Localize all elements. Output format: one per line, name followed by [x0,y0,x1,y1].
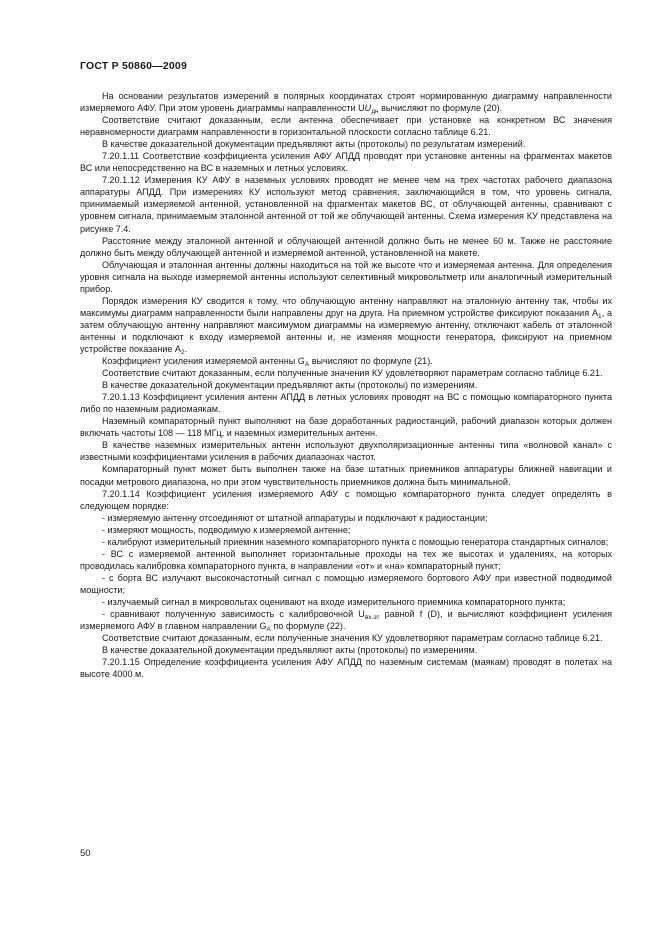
text-run: , а затем облучающую антенну направляют максимумом диаграммы на измеряемую антенну, отключают кабель от эталонной антенны и подключают к входу измеряемой антенны и, не изменяя мощности генератора, фиксируют на приемном устройстве показание A [80,307,613,354]
list-item: - калибруют измерительный приемник наземного компараторного пункта с помощью генератора стандартных сигналов; [102,536,609,547]
paragraph: 7.20.1.12 Измерения КУ АФУ в наземных условиях проводят не менее чем на трех частотах рабочего диапазона аппаратуры АПДД. При измерениях КУ используют метод сравнения, заключающийся в том, что уровень сигнала, принимаемый измеряемой антенной, установленной на фрагментах макетов ВС, от облучающей антенны, сравнивают с уровнем сигнала, принимаемым эталонной антенной от той же облучающей антенны. Схема измерения КУ представлена на рисунке 7.4. [80,175,612,234]
text-run: Коэффициент усиления измеряемой антенны G [102,356,305,367]
paragraph: 7.20.1.11 Соответствие коэффициента усиления АФУ АПДД проводят при установке антенны на фрагментах макетов ВС или непосредственно на ВС в наземных и летных условиях. [80,151,612,174]
text-run: равной f (D), и вычисляют коэффициент усиления измеряемого АФУ в главном направлении G [80,609,612,632]
paragraph: Облучающая и эталонная антенны должны находиться на той же высоте что и измеряемая антенна. Для определения уровня сигнала на выходе измеряемой антенны используют селективный микровольтметр или аналогичный измерительный прибор. [80,259,612,294]
list-item: - с борта ВС излучают высокочастотный сигнал с помощью измеряемого бортового АФУ при известной подводимой мощности; [80,572,612,595]
paragraph: В качестве доказательной документации предъявляют акты (протоколы) по результатам измерений. [102,139,526,150]
symbol-u: U [364,103,372,114]
text-run: по формуле (22). [270,621,346,632]
subscript: 1 [598,312,602,320]
paragraph: В качестве доказательной документации предъявляют акты (протоколы) по измерениям. [102,645,478,656]
document-header: ГОСТ Р 50860—2009 [80,60,188,72]
subscript: 2 [180,348,185,356]
list-item [80,608,612,632]
paragraph: В качестве наземных измерительных антенн используют двухполяризационные антенны типа «волновой канал» с известными коэффициентами усиления в рабочих диапазонах частот. [80,440,612,463]
text-run: вычисляют по формуле (21). [311,356,433,367]
subscript: дн [371,108,379,116]
paragraph: Расстояние между эталонной антенной и облучающей антенной должно быть не менее 60 м. Также не расстояние должно быть между облучающей антенной и измеряемой антенной, установленной на макете. [80,235,612,258]
text-run: На основании результатов измерений в полярных координатах строят нормированную диаграмму направленности измеряемого АФУ. При этом уровень диаграммы направленности U [80,91,612,114]
text-run: - сравнивают полученную зависимость с калибровочной U [102,609,365,620]
list-item: - измеряемую антенну отсоединяют от штатной аппаратуры и подключают к радиостанции; [102,512,488,523]
paragraph [80,295,612,355]
subscript: А [266,626,271,634]
text-run: вычисляют по формуле (20). [381,103,503,114]
paragraph: 7.20.1.15 Определение коэффициента усиления АФУ АПДД по наземным системам (маякам) проводят в полетах на высоте 4000 м. [80,657,612,680]
list-item: - ВС с измеряемой антенной выполняет горизонтальные проходы на тех же высотах и удалениях, на которых проводилась калибровка компараторного пункта, в направлении «от» и «на» компараторный пункт; [80,548,612,571]
document-body [80,90,612,680]
text-run: Порядок измерения КУ сводится к тому, что облучающую антенну направляют на эталонную антенну так, чтобы их максимумы диаграмм направленности были направлены друг на друга. На приемном устройстве фиксируют показания A [80,295,612,318]
subscript: А [304,361,310,369]
paragraph [80,355,612,367]
paragraph: Соответствие считают доказанным, если антенна обеспечивает при установке на конкретном ВС значения неравномерности диаграмм направленности в горизонтальной плоскости согласно таблице 6.21. [80,115,612,138]
subscript: вх.эт [364,614,380,622]
paragraph: Соответствие считают доказанным, если полученные значения КУ удовлетворяют параметрам согласно таблице 6.21. [102,368,603,379]
paragraph [80,90,612,114]
paragraph: Компараторный пункт может быть выполнен также на базе штатных приемников аппаратуры ближней навигации и посадки метрового диапазона, но при этом чувствительность приемников должна быть минимальной. [80,464,612,487]
paragraph: Наземный компараторный пункт выполняют на базе доработанных радиостанций, рабочий диапазон которых должен включать частоты 108 — 118 МГц, и наземных измерительных антенн. [80,416,612,439]
page-number: 50 [80,848,91,859]
paragraph: 7.20.1.14 Коэффициент усиления измеряемого АФУ с помощью компараторного пункта следует определять в следующем порядке: [80,488,612,511]
list-item: - измеряют мощность, подводимую к измеряемой антенне; [102,524,351,535]
paragraph: 7.20.1.13 Коэффициент усиления антенн АПДД в летных условиях проводят на ВС с помощью компараторного пункта либо по наземным радиомаякам. [80,392,612,415]
text-run: . [184,343,188,354]
list-item: - излучаемый сигнал в микровольтах оценивают на входе измерительного приемника компараторного пункта; [102,596,566,607]
paragraph: Соответствие считают доказанным, если полученные значения КУ удовлетворяют параметрам согласно таблице 6.21. [102,633,603,644]
paragraph: В качестве доказательной документации предъявляют акты (протоколы) по измерениям. [102,380,478,391]
